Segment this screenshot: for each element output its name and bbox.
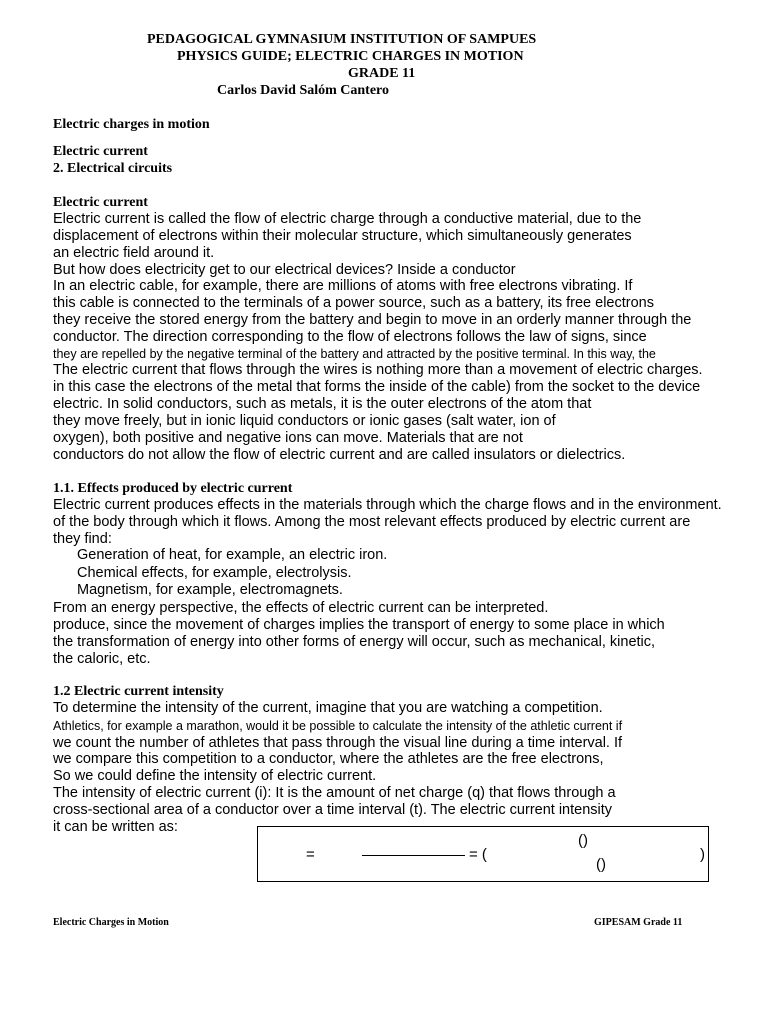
paragraph-line: conductors do not allow the flow of electric current and are called insulators or dielectrics. bbox=[53, 447, 626, 463]
formula-unit-numerator: () bbox=[578, 832, 588, 849]
section-heading-intensity: 1.2 Electric current intensity bbox=[53, 684, 224, 699]
paragraph-line: the caloric, etc. bbox=[53, 651, 151, 667]
paragraph-line: conductor. The direction corresponding to the flow of electrons follows the law of signs, since bbox=[53, 329, 647, 345]
formula-middle: = ( bbox=[469, 846, 487, 863]
paragraph-line: displacement of electrons within their molecular structure, which simultaneously generates bbox=[53, 228, 632, 244]
formula-lhs: = bbox=[306, 846, 315, 863]
toc-item-electric-current: Electric current bbox=[53, 144, 148, 159]
paragraph-line: So we could define the intensity of electric current. bbox=[53, 768, 377, 784]
paragraph-line: Electric current produces effects in the materials through which the charge flows and in the environment. bbox=[53, 497, 722, 513]
paragraph-line: electric. In solid conductors, such as metals, it is the outer electrons of the atom that bbox=[53, 396, 592, 412]
paragraph-line: The intensity of electric current (i): It is the amount of net charge (q) that flows through a bbox=[53, 785, 616, 801]
author-name: Carlos David Salóm Cantero bbox=[217, 83, 390, 98]
paragraph-line: we count the number of athletes that pass through the visual line during a time interval. If bbox=[53, 735, 623, 751]
formula-close-paren: ) bbox=[700, 846, 705, 863]
paragraph-line: The electric current that flows through the wires is nothing more than a movement of electric charges. bbox=[53, 362, 703, 378]
section-heading-electric-current: Electric current bbox=[53, 195, 148, 210]
footer-right: GIPESAM Grade 11 bbox=[594, 917, 683, 928]
paragraph-line: they find: bbox=[53, 531, 112, 547]
paragraph-line: in this case the electrons of the metal that forms the inside of the cable) from the socket to the device bbox=[53, 379, 701, 395]
paragraph-line: they receive the stored energy from the battery and begin to move in an orderly manner through the bbox=[53, 312, 692, 328]
paragraph-line: But how does electricity get to our electrical devices? Inside a conductor bbox=[53, 262, 516, 278]
paragraph-line: of the body through which it flows. Among the most relevant effects produced by electric current are bbox=[53, 514, 691, 530]
toc-title: Electric charges in motion bbox=[53, 117, 210, 132]
list-item-text: Generation of heat, for example, an electric iron. bbox=[77, 547, 388, 563]
paragraph-line: we compare this competition to a conductor, where the athletes are the free electrons, bbox=[53, 751, 604, 767]
institution-title: PEDAGOGICAL GYMNASIUM INSTITUTION OF SAMPUES bbox=[147, 32, 537, 47]
list-item bbox=[77, 582, 343, 599]
formula-unit-denominator: () bbox=[596, 856, 606, 873]
paragraph-line: To determine the intensity of the current, imagine that you are watching a competition. bbox=[53, 700, 603, 716]
paragraph-line: Electric current is called the flow of electric charge through a conductive material, due to the bbox=[53, 211, 642, 227]
guide-title: PHYSICS GUIDE; ELECTRIC CHARGES IN MOTION bbox=[177, 49, 524, 64]
list-item bbox=[77, 547, 387, 564]
current-intensity-formula-box bbox=[257, 826, 709, 882]
paragraph-line: produce, since the movement of charges implies the transport of energy to some place in which bbox=[53, 617, 665, 633]
list-item-text: Chemical effects, for example, electrolysis. bbox=[77, 565, 352, 581]
paragraph-line: From an energy perspective, the effects of electric current can be interpreted. bbox=[53, 600, 549, 616]
formula-fraction-bar bbox=[362, 855, 465, 856]
paragraph-line: cross-sectional area of a conductor over a time interval (t). The electric current intensity bbox=[53, 802, 613, 818]
paragraph-line: oxygen), both positive and negative ions can move. Materials that are not bbox=[53, 430, 523, 446]
list-item-text: Magnetism, for example, electromagnets. bbox=[77, 582, 343, 598]
paragraph-line: Athletics, for example a marathon, would it be possible to calculate the intensity of the athletic current if bbox=[53, 719, 623, 733]
list-item bbox=[77, 565, 352, 582]
paragraph-line: In an electric cable, for example, there are millions of atoms with free electrons vibrating. If bbox=[53, 278, 633, 294]
footer-left: Electric Charges in Motion bbox=[53, 917, 169, 928]
section-heading-effects: 1.1. Effects produced by electric current bbox=[53, 481, 293, 496]
grade-title: GRADE 11 bbox=[348, 66, 416, 81]
paragraph-line: they are repelled by the negative terminal of the battery and attracted by the positive terminal. In this way, the bbox=[53, 347, 656, 361]
paragraph-line: an electric field around it. bbox=[53, 245, 215, 261]
paragraph-line: the transformation of energy into other forms of energy will occur, such as mechanical, kinetic, bbox=[53, 634, 656, 650]
paragraph-line: this cable is connected to the terminals of a power source, such as a battery, its free electrons bbox=[53, 295, 654, 311]
paragraph-line: it can be written as: bbox=[53, 819, 178, 835]
toc-item-electrical-circuits: 2. Electrical circuits bbox=[53, 161, 173, 176]
paragraph-line: they move freely, but in ionic liquid conductors or ionic gases (salt water, ion of bbox=[53, 413, 556, 429]
